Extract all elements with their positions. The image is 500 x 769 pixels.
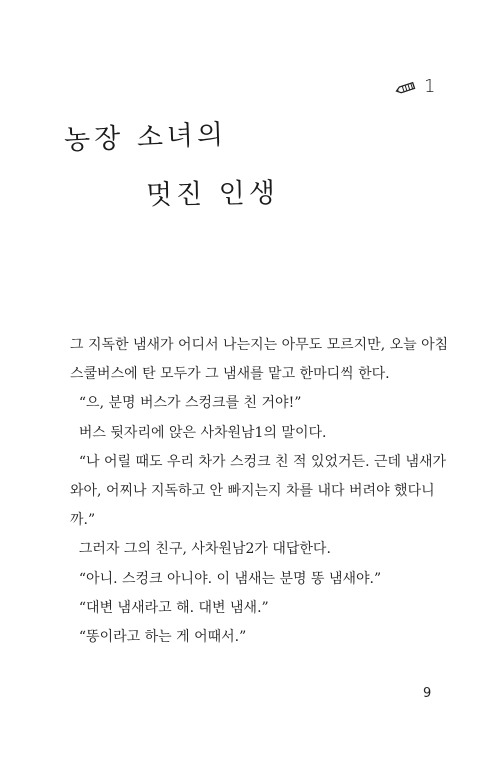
text-line: 그러자 그의 친구, 사차원남2가 대답한다. (70, 541, 331, 558)
text-line: 스쿨버스에 탄 모두가 그 냄새를 맡고 한마디씩 한다. (70, 366, 390, 383)
text-line: “으, 분명 버스가 스컹크를 친 거야!” (70, 395, 302, 412)
chapter-number: 1 (424, 76, 436, 97)
page-number: 9 (423, 686, 432, 701)
text-line: 그 지독한 냄새가 어디서 나는지는 아무도 모르지만, 오늘 아침 (70, 337, 449, 353)
text-line: 버스 뒷자리에 앉은 사차원남1의 말이다. (70, 424, 327, 441)
chapter-marker (394, 78, 435, 96)
text-line: 까.” (70, 512, 96, 529)
text-line: “똥이라고 하는 게 어때서.” (70, 629, 247, 646)
text-line: “아니. 스컹크 아니야. 이 냄새는 분명 똥 냄새야.” (70, 570, 382, 587)
pencil-icon (394, 80, 418, 94)
chapter-title-line2: 멋진 인생 (145, 177, 280, 211)
text-line: 와아, 어찌나 지독하고 안 빠지는지 차를 내다 버려야 했다니 (70, 483, 435, 500)
body-text (70, 331, 448, 652)
chapter-title-line1: 농장 소녀의 (63, 119, 228, 156)
text-line: “나 어릴 때도 우리 차가 스컹크 친 적 있었거든. 근데 냄새가 (70, 453, 447, 470)
text-line: “대변 냄새라고 해. 대변 냄새.” (70, 599, 269, 616)
